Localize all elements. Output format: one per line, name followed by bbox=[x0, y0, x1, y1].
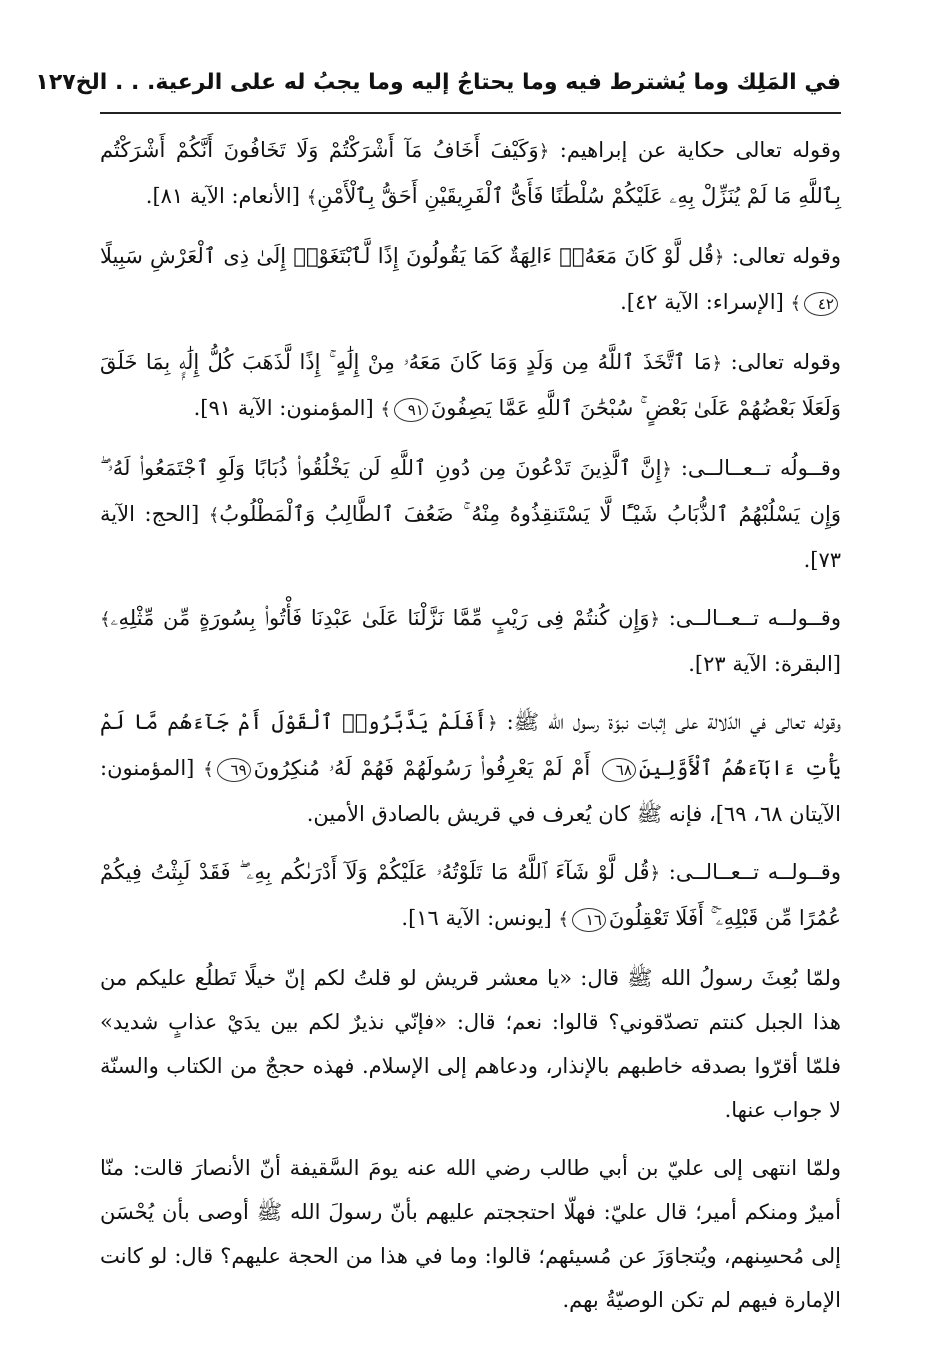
verse-paragraph bbox=[100, 340, 841, 432]
verse-paragraph bbox=[100, 234, 841, 326]
paragraph-intro: وقوله تعالى: bbox=[724, 244, 841, 268]
ayah-number-marker: ٦٩ bbox=[217, 758, 251, 782]
quran-verse: وَإِن كُنتُمْ فِى رَيْبٍ مِّمَّا نَزَّلْنَا عَلَىٰ عَبْدِنَا فَأْتُوا۟ بِسُورَةٍ مِّن مِّثْلِهِۦ bbox=[110, 606, 650, 630]
ornate-bracket-open: ﴿ bbox=[711, 353, 723, 374]
page-body bbox=[100, 128, 841, 1322]
prose-paragraph: ولمّا بُعِثَ رسولُ الله ﷺ قال: «يا معشر قريش لو قلتُ لكم إنّ خيلًا تَطلُع عليكم من هذا الجبل كنتم تصدّقوني؟ قالوا: نعم؛ قال: «فإنّي نذيرٌ لكم بين يدَيْ عذابٍ شديد» فلمّا أقرّوا بصدقه خاطبهم بالإنذار، ودعاهم إلى الإسلام. فهذه حججٌ من الكتاب والسنّة لا جواب عنها. bbox=[100, 966, 841, 1122]
quran-verse: قُل لَّوْ كَانَ مَعَهُۥٓ ءَالِهَةٌ كَمَا يَقُولُونَ إِذًا لَّٱبْتَغَوْا۟ إِلَىٰ ذِى ٱلْعَرْشِ سَبِيلًا bbox=[100, 244, 714, 268]
verse-citation: [المؤمنون: الآية ٩١]. bbox=[193, 396, 381, 420]
quran-verse: أَفَلَمْ يَدَّبَّرُوا۟ ٱلْقَوْلَ أَمْ جَآءَهُم مَّا لَمْ يَأْتِ ءَابَآءَهُمُ ٱلْأَوَّلِينَ bbox=[100, 710, 841, 780]
ornate-bracket-open: ﴿ bbox=[487, 713, 498, 734]
ornate-bracket-close: ﴾ bbox=[558, 909, 569, 930]
ornate-bracket-close: ﴾ bbox=[208, 505, 220, 526]
verse-citation: [يونس: الآية ١٦]. bbox=[401, 906, 559, 930]
book-page bbox=[35, 70, 842, 1346]
quran-verse: إِنَّ ٱلَّذِينَ تَدْعُونَ مِن دُونِ ٱللَّهِ لَن يَخْلُقُوا۟ ذُبَابًا وَلَوِ ٱجْتَمَعُوا۟ لَهُۥ ۖ وَإِن يَسْلُبْهُمُ ٱلذُّبَابُ شَيْـًٔا لَّا يَسْتَنقِذُوهُ مِنْهُ ۚ ضَعُفَ ٱلطَّالِبُ وَٱلْمَطْلُوبُ bbox=[100, 456, 841, 526]
verse-citation: [الإسراء: الآية ٤٢]. bbox=[620, 290, 791, 314]
prose-paragraph: ولمّا انتهى إلى عليّ بن أبي طالب رضي الله عنه يومَ السَّقيفة أنّ الأنصارَ قالت: منّا أميرٌ ومنكم أمير؛ قال عليّ: فهلّا احتججتم عليهم بأنّ رسولَ الله ﷺ أوصى بأن يُحْسَن إلى مُحسِنهم، ويُتجاوَزَ عن مُسيئهم؛ قالوا: وما في هذا من الحجة عليهم؟ قال: لو كانت الإمارة فيهم لم تكن الوصيّةُ بهم. bbox=[100, 1156, 841, 1312]
ornate-bracket-close: ﴾ bbox=[306, 187, 318, 208]
verse-paragraph bbox=[100, 446, 841, 582]
verse-citation: [الأنعام: الآية ٨١]. bbox=[145, 184, 307, 208]
verse-citation: [البقرة: الآية ٢٣]. bbox=[688, 652, 841, 676]
ornate-bracket-close: ﴾ bbox=[203, 759, 214, 780]
paragraph-intro: وقــولــه تــعــالــى: bbox=[660, 860, 841, 884]
ornate-bracket-open: ﴿ bbox=[661, 459, 672, 480]
verse-citation: [المؤمنون: الآيتان ٦٨، ٦٩]، فإنه ﷺ كان يُعرف في قريش بالصادق الأمين. bbox=[100, 756, 841, 826]
verse-paragraph bbox=[100, 850, 841, 942]
header-title: في المَلِك وما يُشترط فيه وما يحتاجُ إليه وما يجبُ له على الرعية. . . الخ bbox=[75, 70, 841, 95]
verse-paragraph bbox=[100, 128, 841, 220]
ornate-bracket-open: ﴿ bbox=[538, 141, 550, 162]
ayah-number-marker: ١٦ bbox=[572, 908, 606, 932]
ornate-bracket-close: ﴾ bbox=[790, 293, 801, 314]
ayah-number-marker: ٩١ bbox=[394, 398, 428, 422]
paragraph-intro: وقوله تعالى: bbox=[722, 350, 842, 374]
paragraph-intro: وقوله تعالى في الدّلالة على إثبات نبوّة رسول الله ﷺ: bbox=[497, 710, 842, 734]
ornate-bracket-open: ﴿ bbox=[649, 863, 661, 884]
ayah-number-marker: ٦٨ bbox=[602, 758, 636, 782]
ornate-bracket-close: ﴾ bbox=[100, 609, 111, 630]
quran-verse: مَا ٱتَّخَذَ ٱللَّهُ مِن وَلَدٍ وَمَا كَانَ مَعَهُۥ مِنْ إِلَٰهٍ ۚ إِذًا لَّذَهَبَ كُلُّ إِلَٰهٍۭ بِمَا خَلَقَ وَلَعَلَا بَعْضُهُمْ عَلَىٰ بَعْضٍ ۚ سُبْحَٰنَ ٱللَّهِ عَمَّا يَصِفُونَ bbox=[100, 350, 841, 420]
paragraph-intro: وقوله تعالى حكاية عن إبراهيم: bbox=[549, 138, 841, 162]
running-header bbox=[35, 70, 841, 114]
quran-verse: قُل لَّوْ شَآءَ ٱللَّهُ مَا تَلَوْتُهُۥ عَلَيْكُمْ وَلَآ أَدْرَىٰكُم بِهِۦ ۖ فَقَدْ لَبِثْتُ فِيكُمْ عُمُرًا مِّن قَبْلِهِۦٓ ۚ أَفَلَا تَعْقِلُونَ bbox=[100, 860, 841, 930]
paragraph-intro: وقــولُه تــعــالــى: bbox=[671, 456, 841, 480]
ornate-bracket-open: ﴿ bbox=[649, 609, 661, 630]
page-number: ١٢٧ bbox=[35, 70, 76, 95]
paragraph-intro: وقــولــه تــعــالــى: bbox=[660, 606, 841, 630]
quran-verse: وَكَيْفَ أَخَافُ مَآ أَشْرَكْتُمْ وَلَا تَخَافُونَ أَنَّكُمْ أَشْرَكْتُم بِٱللَّهِ مَا لَمْ يُنَزِّلْ بِهِۦ عَلَيْكُمْ سُلْطَٰنًا فَأَىُّ ٱلْفَرِيقَيْنِ أَحَقُّ بِٱلْأَمْنِ bbox=[100, 138, 841, 208]
verse-paragraph bbox=[100, 596, 841, 686]
ornate-bracket-open: ﴿ bbox=[713, 247, 725, 268]
ornate-bracket-close: ﴾ bbox=[380, 399, 391, 420]
quran-verse-continued: أَمْ لَمْ يَعْرِفُوا۟ رَسُولَهُمْ فَهُمْ لَهُۥ مُنكِرُونَ bbox=[253, 756, 591, 780]
ayah-number-marker: ٤٢ bbox=[804, 292, 838, 316]
verse-paragraph bbox=[100, 700, 841, 836]
verse-citation: [الحج: الآية ٧٣]. bbox=[100, 502, 841, 572]
